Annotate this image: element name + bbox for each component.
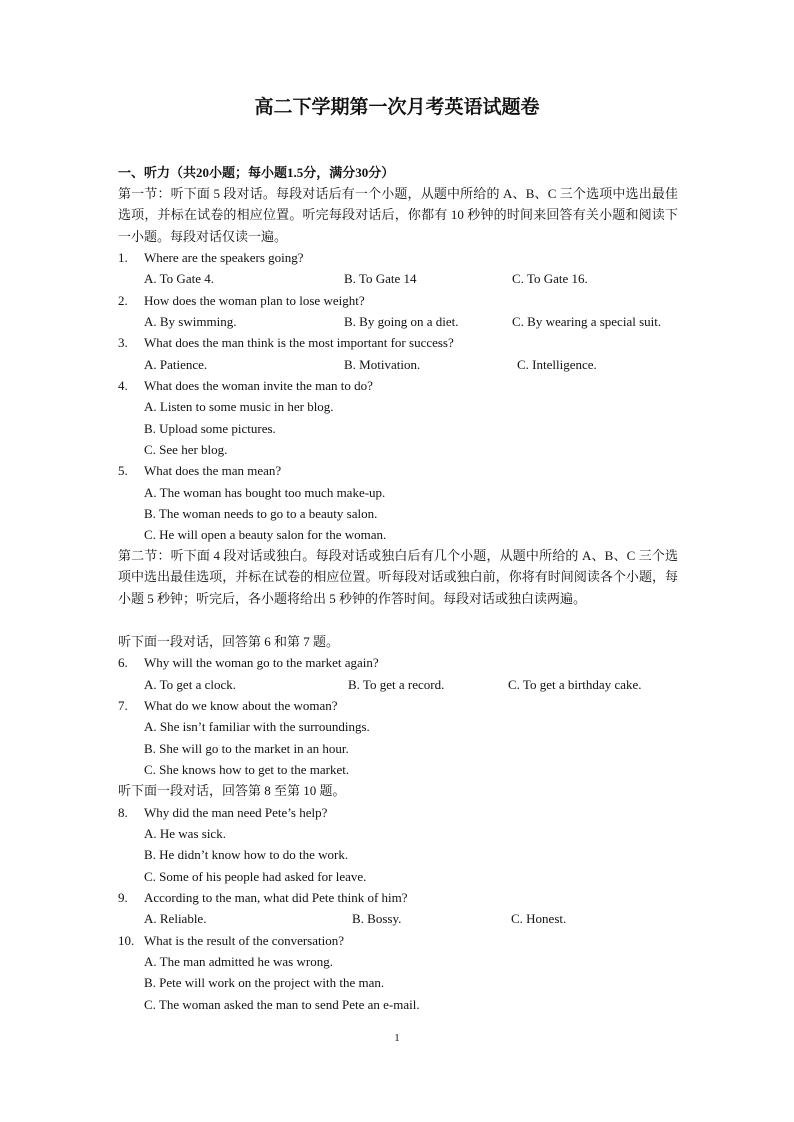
option-a: A. Listen to some music in her blog. (144, 399, 334, 414)
option-a: A. Reliable. (144, 911, 207, 926)
page-title: 高二下学期第一次月考英语试题卷 (254, 97, 540, 118)
option-b: B. Bossy. (352, 911, 402, 926)
question-text: What does the man mean? (144, 463, 282, 478)
option-c: C. Some of his people had asked for leave. (144, 869, 367, 884)
question-text: What does the woman invite the man to do? (144, 378, 373, 393)
option-c: C. He will open a beauty salon for the woman. (144, 527, 387, 542)
question-text: What is the result of the conversation? (144, 933, 344, 948)
question-number: 9. (118, 890, 128, 905)
option-b: B. The woman needs to go to a beauty salon. (144, 506, 378, 521)
question-number: 5. (118, 463, 128, 478)
part1-instructions: 第一节：听下面 5 段对话。每段对话后有一个小题，从题中所给的 A、B、C 三个选项中选出最佳选项，并标在试卷的相应位置。听完每段对话后，你都有 10 秒钟的时间来回答有关小题和阅读下一小题。每段对话仅读一遍。 (118, 186, 678, 244)
option-c: C. By wearing a special suit. (512, 314, 662, 329)
option-b: B. Upload some pictures. (144, 421, 276, 436)
question-number: 1. (118, 250, 128, 265)
question-number: 10. (118, 933, 135, 948)
question-number: 7. (118, 698, 128, 713)
question-number: 2. (118, 293, 128, 308)
part2-instructions: 第二节：听下面 4 段对话或独白。每段对话或独白后有几个小题，从题中所给的 A、B、C 三个选项中选出最佳选项，并标在试卷的相应位置。听每段对话或独白前，你将有时间阅读各个小题，每小题 5 秒钟；听完后，各小题将给出 5 秒钟的作答时间。每段对话或独白读两遍。 (118, 548, 678, 606)
question-number: 3. (118, 335, 128, 350)
question-text: Where are the speakers going? (144, 250, 304, 265)
option-c: C. Intelligence. (517, 357, 597, 372)
option-c: C. The woman asked the man to send Pete an e-mail. (144, 997, 420, 1012)
option-a: A. He was sick. (144, 826, 226, 841)
option-a: A. She isn’t familiar with the surroundings. (144, 719, 370, 734)
question-text: Why did the man need Pete’s help? (144, 805, 328, 820)
group-instruction: 听下面一段对话，回答第 8 至第 10 题。 (118, 783, 346, 798)
question-number: 8. (118, 805, 128, 820)
option-c: C. She knows how to get to the market. (144, 762, 350, 777)
option-c: C. See her blog. (144, 442, 228, 457)
option-c: C. Honest. (511, 911, 567, 926)
option-a: A. Patience. (144, 357, 208, 372)
option-a: A. To get a clock. (144, 677, 236, 692)
option-b: B. He didn’t know how to do the work. (144, 847, 349, 862)
question-number: 6. (118, 655, 128, 670)
option-c: C. To Gate 16. (512, 271, 588, 286)
option-a: A. The man admitted he was wrong. (144, 954, 333, 969)
question-text: How does the woman plan to lose weight? (144, 293, 365, 308)
option-b: B. Pete will work on the project with the man. (144, 975, 385, 990)
page-number: 1 (394, 1032, 400, 1044)
option-c: C. To get a birthday cake. (508, 677, 642, 692)
section-heading: 一、听力（共20小题；每小题1.5分，满分30分） (118, 165, 395, 180)
option-a: A. To Gate 4. (144, 271, 214, 286)
option-b: B. By going on a diet. (344, 314, 459, 329)
question-text: What does the man think is the most important for success? (144, 335, 454, 350)
option-b: B. She will go to the market in an hour. (144, 741, 349, 756)
question-number: 4. (118, 378, 128, 393)
question-text: What do we know about the woman? (144, 698, 338, 713)
option-a: A. By swimming. (144, 314, 237, 329)
option-b: B. To Gate 14 (344, 271, 417, 286)
option-b: B. To get a record. (348, 677, 445, 692)
group-instruction: 听下面一段对话，回答第 6 和第 7 题。 (118, 634, 340, 649)
question-text: Why will the woman go to the market again? (144, 655, 379, 670)
option-b: B. Motivation. (344, 357, 421, 372)
question-text: According to the man, what did Pete think of him? (144, 890, 408, 905)
option-a: A. The woman has bought too much make-up. (144, 485, 386, 500)
